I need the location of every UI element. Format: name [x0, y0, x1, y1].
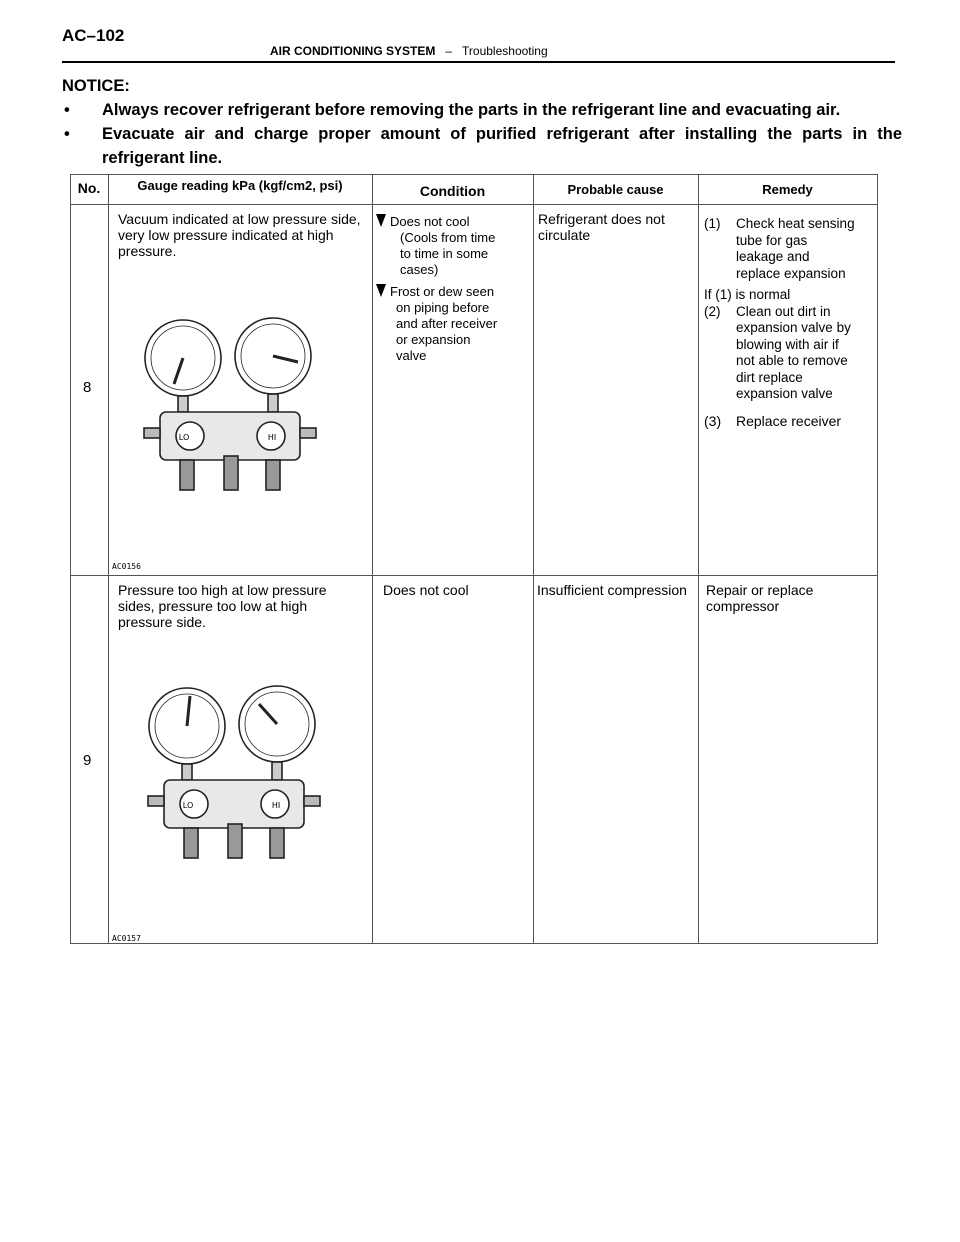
condition-text: Does not cool: [383, 582, 469, 598]
svg-text:HI: HI: [271, 801, 281, 810]
header-no: No.: [77, 180, 101, 196]
figure-code: AC0156: [112, 562, 141, 571]
column-divider: [698, 174, 699, 944]
condition-text: Does not cool (Cools from time to time in some cases) Frost or dew seen on piping before and after receiver or expansion valve: [376, 214, 526, 364]
manifold-gauge-figure: [138, 312, 338, 512]
subsection-title: Troubleshooting: [462, 44, 548, 58]
column-divider: [533, 174, 534, 944]
section-title: AIR CONDITIONING SYSTEM: [270, 44, 436, 58]
header-gauge: Gauge reading kPa (kgf/cm2, psi): [137, 178, 343, 193]
svg-text:HI: HI: [267, 433, 277, 442]
bullet-icon: •: [64, 125, 70, 143]
figure-code: AC0157: [112, 934, 141, 943]
page-number: AC–102: [62, 26, 125, 45]
table-border: [70, 174, 71, 944]
probable-cause: Insufficient compression: [537, 582, 687, 598]
triangle-bullet-icon: [376, 214, 386, 227]
svg-text:LO: LO: [182, 801, 194, 810]
bullet-icon: •: [64, 101, 70, 119]
remedy-text: (1) Check heat sensing tube for gas leakage and replace expansion If (1) is normal (2) Clean out dirt in expansion valve by blowing with air if not able to remove dirt replace expansion valve (3) Replace receiver: [704, 216, 855, 429]
manifold-gauge-figure: [142, 680, 342, 880]
notice-block: [62, 74, 902, 170]
notice-text: Always recover refrigerant before removing the parts in the refrigerant line and evacuating air.: [102, 101, 841, 119]
notice-text: Evacuate air and charge proper amount of purified refrigerant after installing the parts in the refrigerant line.: [102, 125, 902, 167]
gauge-reading: Vacuum indicated at low pressure side, very low pressure indicated at high pressure.: [118, 211, 361, 259]
probable-cause: Refrigerant does not circulate: [538, 211, 665, 243]
header-divider: [70, 204, 878, 205]
row-divider: [70, 575, 878, 576]
header-remedy: Remedy: [762, 182, 813, 197]
header-rule: [62, 61, 895, 63]
table-border: [70, 174, 878, 175]
column-divider: [108, 174, 109, 944]
row-number: 9: [83, 752, 92, 769]
row-number: 8: [83, 379, 92, 396]
triangle-bullet-icon: [376, 284, 386, 297]
remedy-text: Repair or replace compressor: [706, 582, 814, 614]
header-condition: Condition: [419, 183, 486, 199]
notice-title: NOTICE:: [62, 77, 130, 95]
header-separator: –: [445, 44, 453, 58]
table-border: [877, 174, 878, 944]
notice-item: [62, 122, 902, 170]
column-divider: [372, 174, 373, 944]
table-border: [70, 943, 878, 944]
svg-text:LO: LO: [178, 433, 190, 442]
header-cause: Probable cause: [567, 182, 664, 197]
notice-item: [62, 98, 902, 122]
gauge-reading: Pressure too high at low pressure sides, pressure too low at high pressure side.: [118, 582, 327, 630]
running-header: [270, 44, 548, 58]
troubleshooting-table: [70, 174, 878, 944]
